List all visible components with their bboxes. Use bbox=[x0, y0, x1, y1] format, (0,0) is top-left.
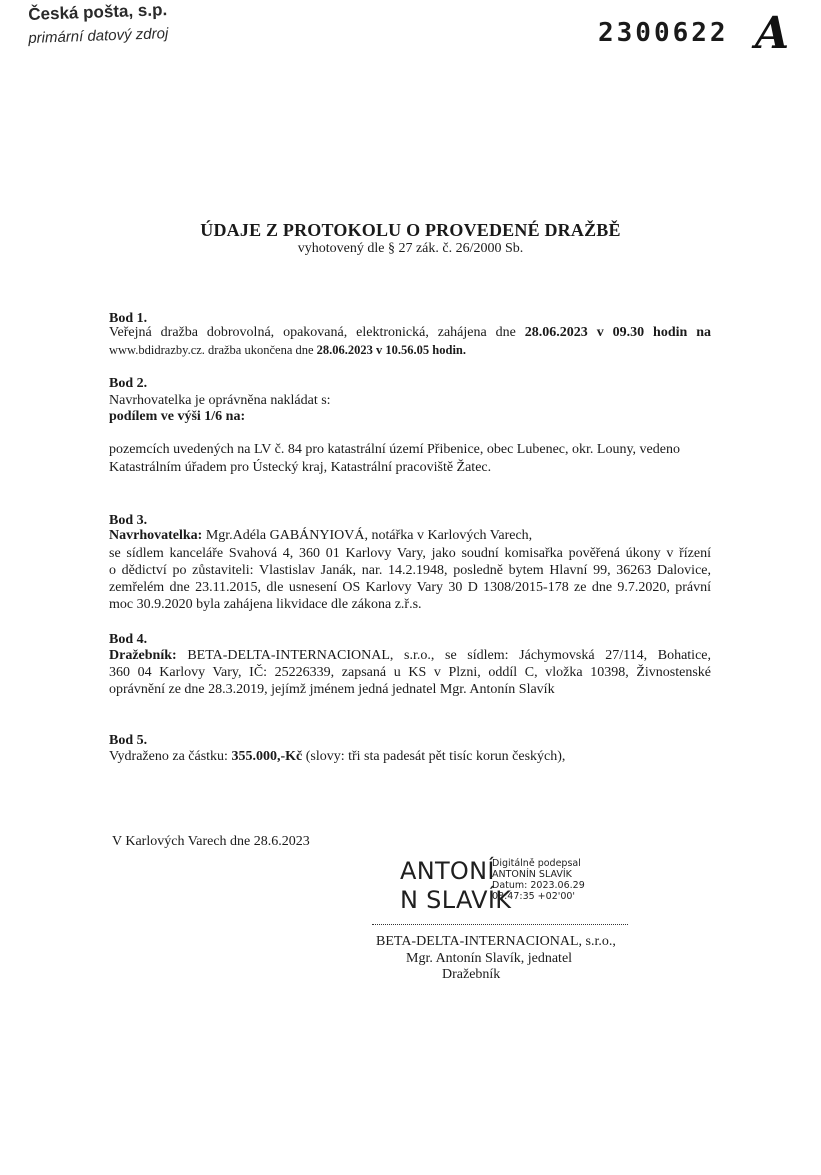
signer-company: BETA-DELTA-INTERNACIONAL, s.r.o., bbox=[376, 934, 616, 949]
section-3-line-5: moc 30.9.2020 byla zahájena likvidace dle zákona z.ř.s. bbox=[109, 597, 422, 612]
section-1-line-2 bbox=[109, 343, 466, 358]
signature-info bbox=[492, 858, 585, 902]
section-2-line-4: Katastrálním úřadem pro Ústecký kraj, Katastrální pracoviště Žatec. bbox=[109, 460, 492, 475]
signer-person: Mgr. Antonín Slavík, jednatel bbox=[406, 951, 573, 966]
section-2-line-3: pozemcích uvedených na LV č. 84 pro katastrální území Přibenice, obec Lubenec, okr. Louny, vedeno bbox=[109, 442, 680, 457]
section-5-amount: 355.000,-Kč bbox=[231, 749, 303, 764]
place-date: V Karlových Varech dne 28.6.2023 bbox=[112, 834, 310, 849]
signature-info-1: Digitálně podepsal bbox=[492, 858, 581, 869]
section-3-line-1 bbox=[109, 528, 532, 544]
section-1-text: Veřejná dražba dobrovolná, opakovaná, elektronická, zahájena dne bbox=[109, 325, 516, 340]
document-number: 2300622 bbox=[598, 18, 729, 48]
section-5-line-1 bbox=[109, 749, 565, 765]
section-2-share: podílem ve výši 1/6 na: bbox=[109, 409, 246, 424]
signature-name-line-1: ANTONÍ bbox=[400, 857, 495, 885]
section-4-label: Dražebník: bbox=[109, 648, 177, 663]
section-1-end-datetime: 28.06.2023 v 10.56.05 hodin. bbox=[316, 343, 467, 357]
section-5-heading: Bod 5. bbox=[109, 733, 148, 748]
section-1-end-text: www.bdidrazby.cz. dražba ukončena dne bbox=[109, 343, 314, 357]
signature-dotted-line bbox=[372, 924, 628, 925]
section-5-words: (slovy: tři sta padesát pět tisíc korun českých), bbox=[305, 749, 566, 764]
section-3-line-3: o dědictví po zůstaviteli: Vlastislav Janák, nar. 14.2.1948, posledně bytem Hlavní 99, 36263 Dalovice, bbox=[109, 563, 711, 578]
section-5-text: Vydraženo za částku: bbox=[109, 749, 228, 764]
section-1-line-1 bbox=[109, 325, 711, 341]
section-4-auctioneer: BETA-DELTA-INTERNACIONAL, s.r.o., se sídlem: Jáchymovská 27/114, Bohatice, bbox=[187, 648, 712, 663]
document-subtitle: vyhotovený dle § 27 zák. č. 26/2000 Sb. bbox=[297, 241, 524, 256]
section-1-na: na bbox=[696, 325, 712, 340]
sender-stamp: Česká pošta, s.p. bbox=[28, 0, 168, 24]
document-letter: A bbox=[755, 8, 790, 59]
signature-info-2: ANTONÍN SLAVÍK bbox=[492, 869, 572, 880]
section-3-line-2: se sídlem kanceláře Svahová 4, 360 01 Karlovy Vary, jako soudní komisařka pověřená úkony v řízení bbox=[109, 546, 711, 561]
section-3-line-4: zemřelém dne 23.11.2015, dle usnesení OS Karlovy Vary 30 D 1308/2015-178 ze dne 9.7.2020, právní bbox=[109, 580, 711, 595]
section-4-line-1 bbox=[109, 648, 711, 664]
sender-stamp-subtitle: primární datový zdroj bbox=[28, 25, 169, 47]
section-3-heading: Bod 3. bbox=[109, 513, 148, 528]
section-1-heading: Bod 1. bbox=[109, 311, 148, 326]
document-title: ÚDAJE Z PROTOKOLU O PROVEDENÉ DRAŽBĚ bbox=[200, 220, 621, 240]
section-2-line-1: Navrhovatelka je oprávněna nakládat s: bbox=[109, 393, 331, 408]
signature-info-3: Datum: 2023.06.29 bbox=[492, 880, 585, 891]
section-1-start-datetime: 28.06.2023 v 09.30 hodin bbox=[524, 325, 688, 340]
section-3-notary: Mgr.Adéla GABÁNYIOVÁ, notářka v Karlových Varech, bbox=[205, 528, 533, 543]
section-4-line-3: oprávnění ze dne 28.3.2019, jejímž jménem jedná jednatel Mgr. Antonín Slavík bbox=[109, 682, 555, 697]
signature-info-4: 08:47:35 +02'00' bbox=[492, 891, 576, 902]
signer-role: Dražebník bbox=[442, 967, 501, 982]
signature-name-line-2: N SLAVÍK bbox=[400, 886, 512, 914]
section-4-line-2: 360 04 Karlovy Vary, IČ: 25226339, zapsaná u KS v Plzni, oddíl C, vložka 10398, Živnostenské bbox=[109, 665, 711, 680]
section-4-heading: Bod 4. bbox=[109, 632, 148, 647]
section-2-heading: Bod 2. bbox=[109, 376, 148, 391]
section-3-label: Navrhovatelka: bbox=[109, 528, 203, 543]
